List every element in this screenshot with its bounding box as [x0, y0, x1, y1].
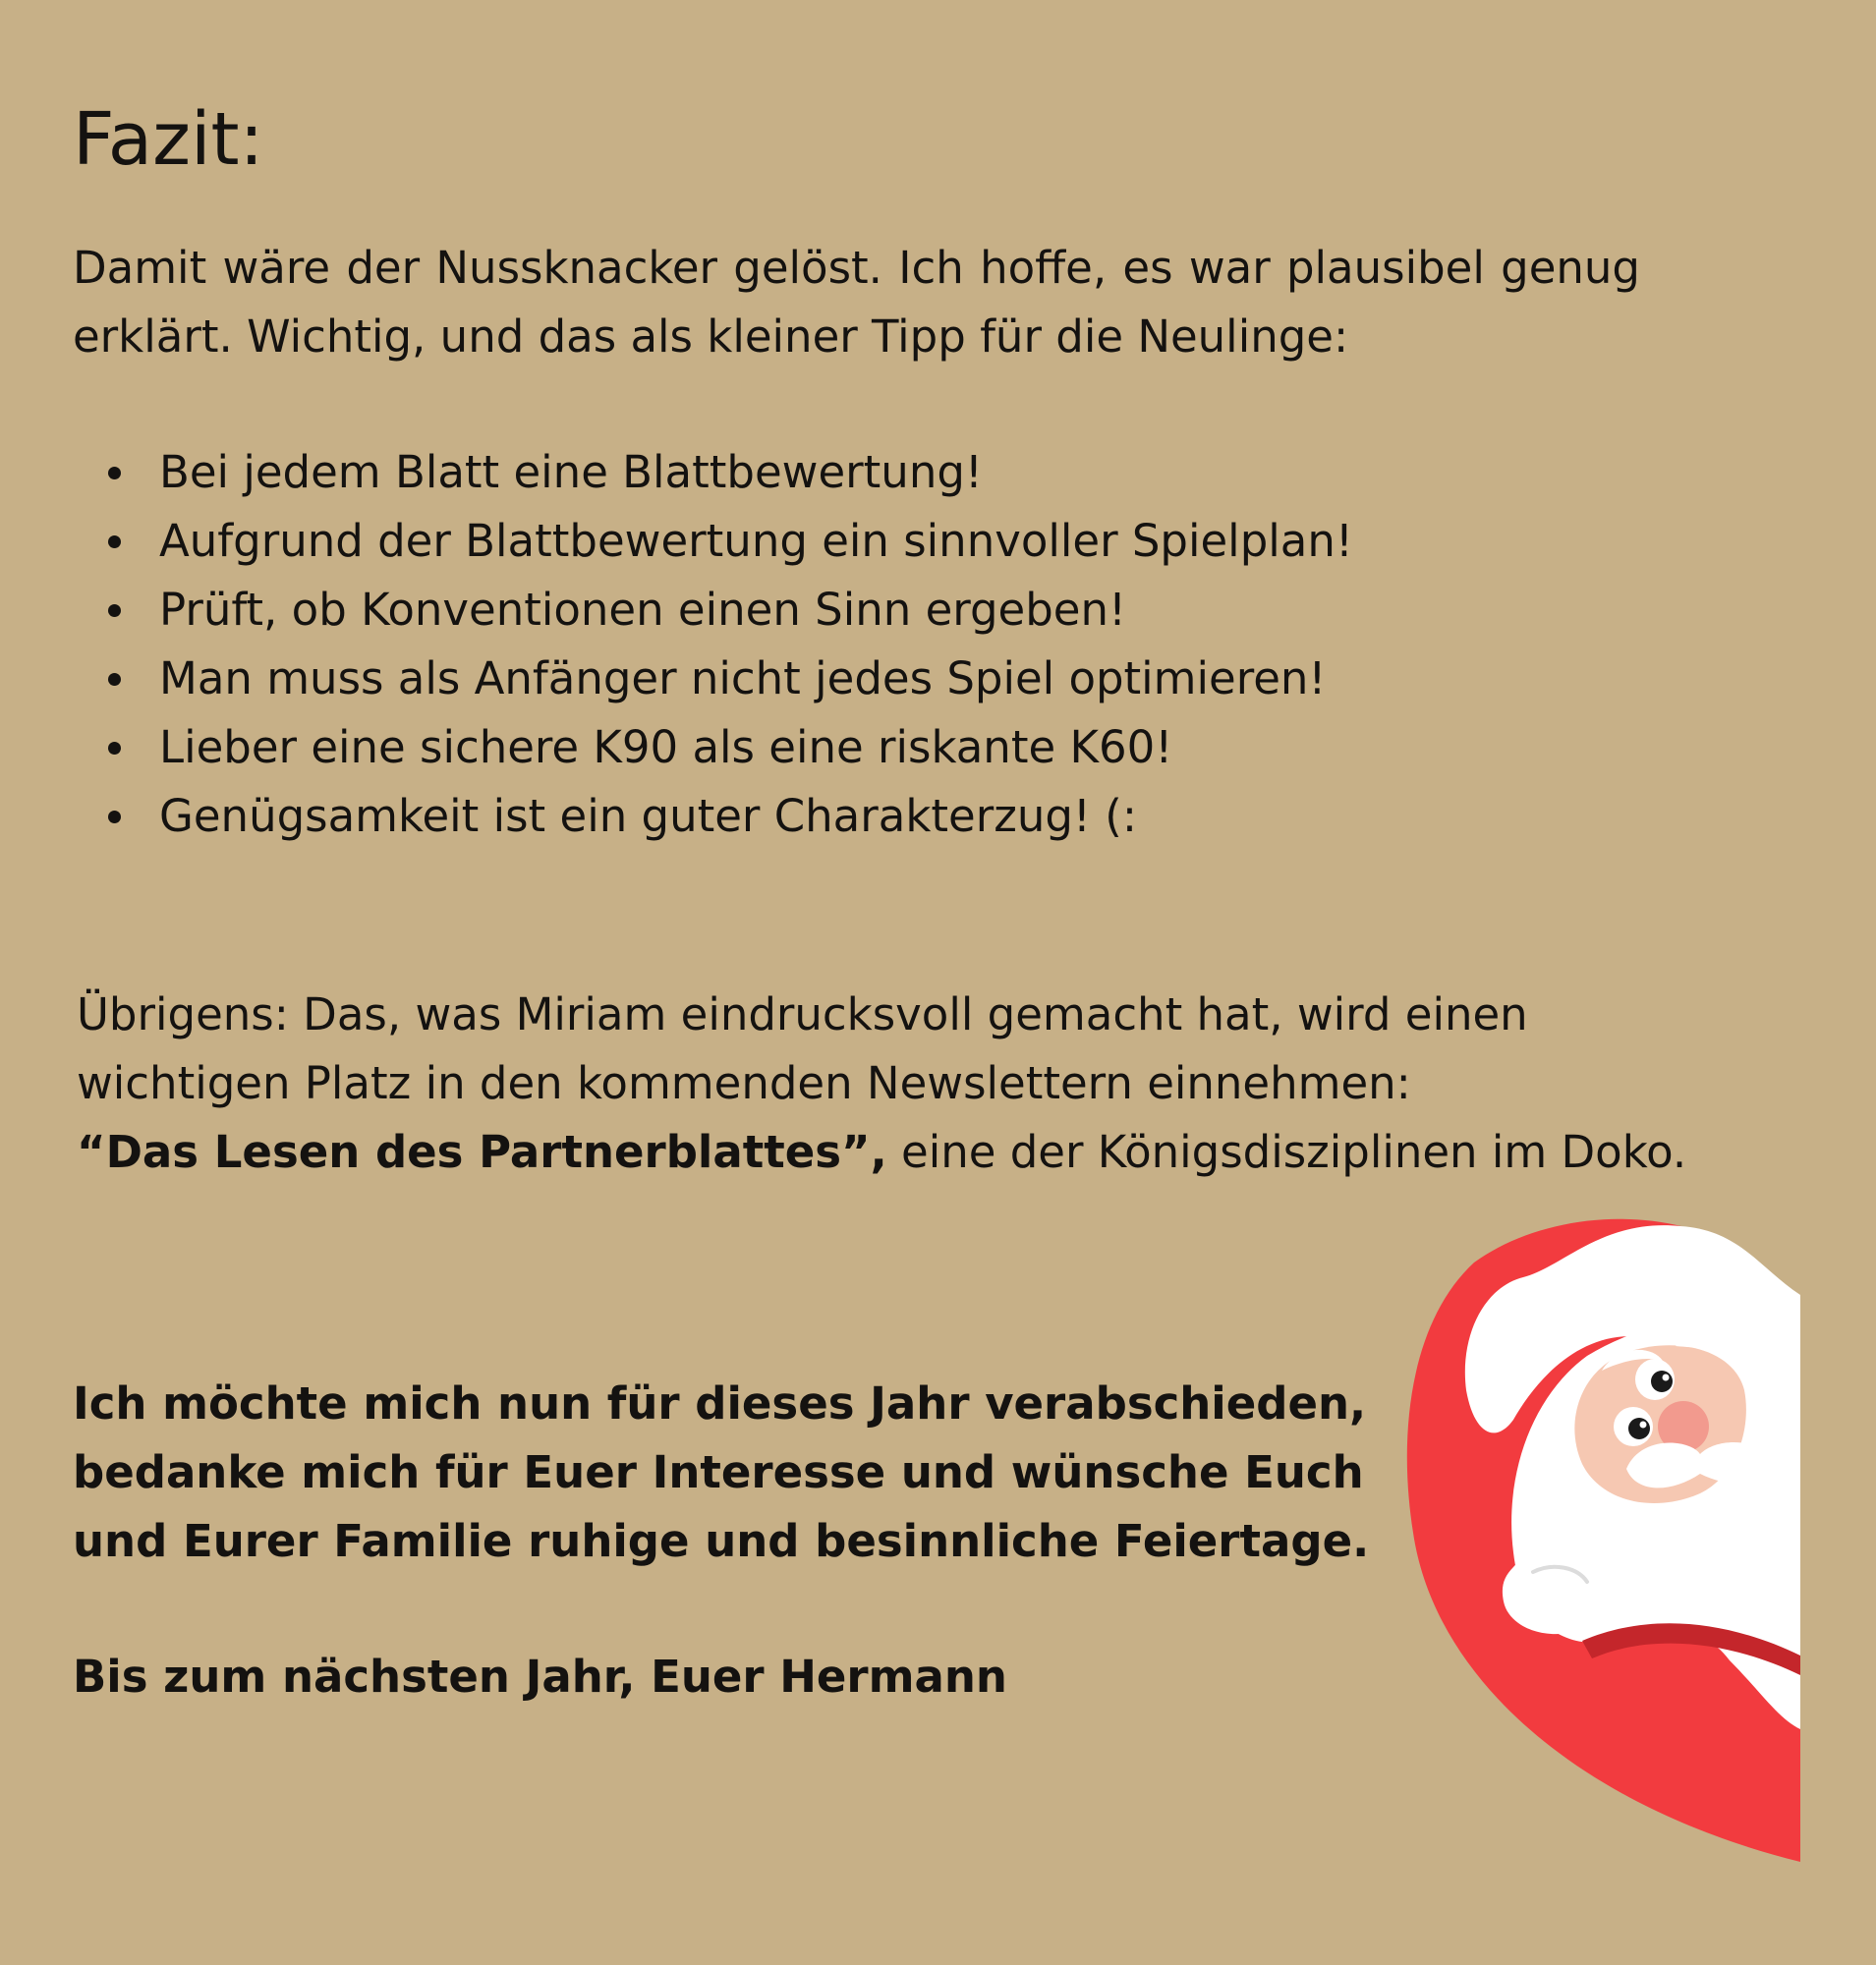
farewell-paragraph: Ich möchte mich nun für dieses Jahr verabschieden, bedanke mich für Euer Interesse und wünsche Euch und Eurer Familie ruhige und besinnliche Feiertage. [73, 1377, 1370, 1567]
right-pupil [1651, 1371, 1673, 1392]
list-item [102, 576, 1353, 645]
page-title: Fazit: [73, 97, 264, 182]
list-item [102, 438, 1353, 507]
tip-text: Genügsamkeit ist ein guter Charakterzug! (: [159, 790, 1137, 842]
list-item [102, 645, 1353, 713]
ps-text: Übrigens: Das, was Miriam eindrucksvoll gemacht hat, wird einen wichtigen Platz in den kommenden Newslettern einnehmen: [77, 988, 1528, 1109]
santa-peeking-icon [1405, 1208, 1808, 1867]
bullet-icon [108, 673, 121, 686]
list-item [102, 713, 1353, 782]
signoff: Bis zum nächsten Jahr, Euer Hermann [73, 1651, 1007, 1703]
bullet-icon [108, 604, 121, 617]
tips-list [102, 438, 1353, 851]
bullet-icon [108, 535, 121, 548]
tip-text: Bei jedem Blatt eine Blattbewertung! [159, 446, 983, 498]
ps-paragraph [77, 981, 1747, 1187]
intro-paragraph: Damit wäre der Nussknacker gelöst. Ich hoffe, es war plausibel genug erklärt. Wichtig, und das als kleiner Tipp für die Neulinge: [73, 242, 1640, 363]
ps-tail: eine der Königsdisziplinen im Doko. [901, 1126, 1687, 1178]
list-item [102, 782, 1353, 851]
bullet-icon [108, 742, 121, 755]
tip-text: Lieber eine sichere K90 als eine riskante K60! [159, 721, 1173, 773]
tip-text: Aufgrund der Blattbewertung ein sinnvoller Spielplan! [159, 515, 1353, 567]
list-item [102, 507, 1353, 576]
tip-text: Prüft, ob Konventionen einen Sinn ergeben! [159, 584, 1127, 636]
tip-text: Man muss als Anfänger nicht jedes Spiel optimieren! [159, 652, 1327, 704]
bullet-icon [108, 467, 121, 479]
ps-highlight: “Das Lesen des Partnerblattes”, [77, 1126, 887, 1178]
left-pupil [1628, 1418, 1650, 1439]
bullet-icon [108, 811, 121, 823]
